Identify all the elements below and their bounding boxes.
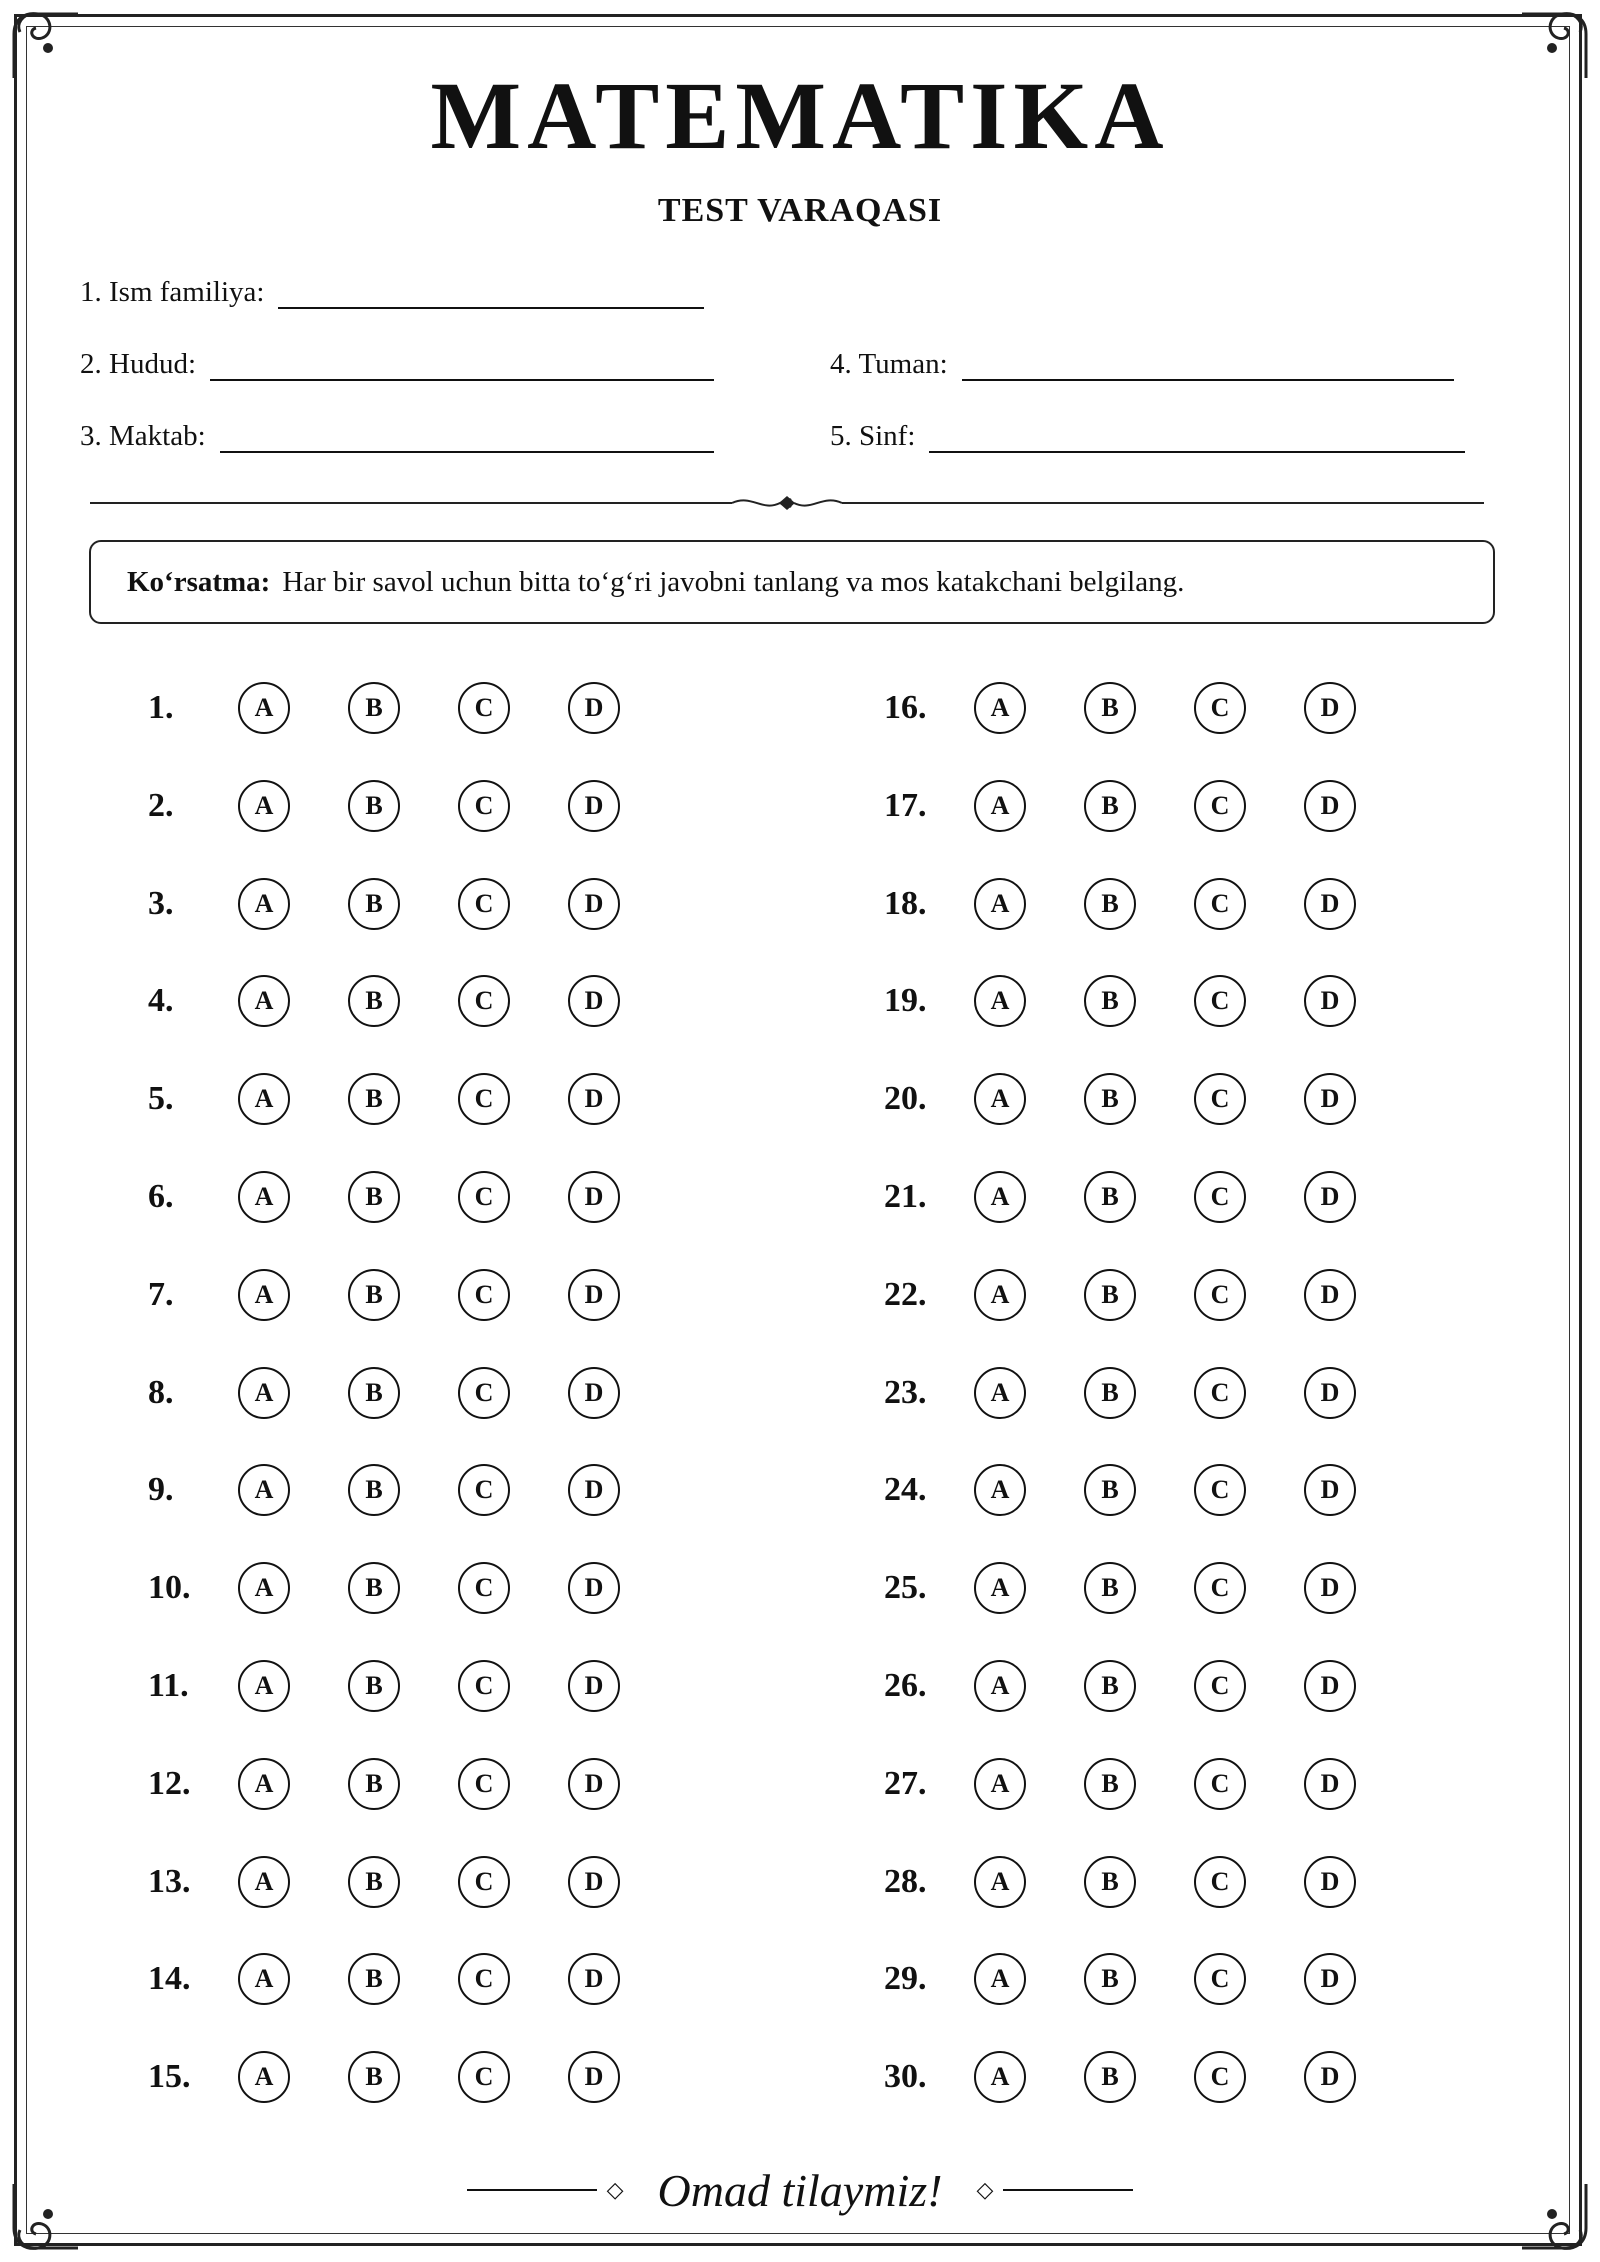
question-number: 4. (148, 982, 174, 1019)
answer-bubble[interactable]: B (1084, 1367, 1136, 1419)
answer-bubble[interactable]: D (568, 975, 620, 1027)
question-row (148, 776, 678, 836)
school-input-line[interactable] (220, 425, 714, 453)
footer-line-right (1003, 2189, 1133, 2191)
instruction-text: Har bir savol uchun bitta to‘g‘ri javobni tanlang va mos katakchani belgilang. (282, 565, 1185, 598)
answer-bubble[interactable]: A (238, 1856, 290, 1908)
answer-bubble[interactable]: B (348, 1367, 400, 1419)
question-row (884, 1656, 1414, 1716)
answer-bubble[interactable]: D (1304, 1856, 1356, 1908)
answer-bubble[interactable]: B (1084, 2051, 1136, 2103)
answer-bubble[interactable]: C (458, 878, 510, 930)
question-number: 23. (884, 1374, 927, 1411)
answer-bubble[interactable]: A (974, 1758, 1026, 1810)
answer-bubble[interactable]: B (348, 1073, 400, 1125)
name-field (80, 276, 704, 309)
question-number: 1. (148, 689, 174, 726)
question-row (884, 1558, 1414, 1618)
district-input-line[interactable] (962, 353, 1454, 381)
question-row (884, 1949, 1414, 2009)
answer-bubble[interactable]: B (348, 682, 400, 734)
question-number: 3. (148, 885, 174, 922)
answer-bubble[interactable]: D (1304, 1269, 1356, 1321)
question-number: 13. (148, 1863, 191, 1900)
region-input-line[interactable] (210, 353, 714, 381)
question-number: 12. (148, 1765, 191, 1802)
answer-bubble[interactable]: D (1304, 878, 1356, 930)
question-number: 28. (884, 1863, 927, 1900)
answer-bubble[interactable]: B (1084, 1073, 1136, 1125)
question-number: 20. (884, 1080, 927, 1117)
question-number: 30. (884, 2058, 927, 2095)
question-row (148, 971, 678, 1031)
instruction-label: Ko‘rsatma: (127, 565, 271, 598)
question-number: 18. (884, 885, 927, 922)
answer-bubble[interactable]: A (238, 975, 290, 1027)
answer-bubble[interactable]: A (974, 780, 1026, 832)
answer-bubble[interactable]: C (1194, 1171, 1246, 1223)
school-label: 3. Maktab: (80, 420, 206, 452)
region-label: 2. Hudud: (80, 348, 196, 380)
answer-bubble[interactable]: D (568, 878, 620, 930)
answer-bubble[interactable]: A (238, 682, 290, 734)
question-row (884, 1167, 1414, 1227)
answer-bubble[interactable]: C (458, 975, 510, 1027)
question-number: 14. (148, 1960, 191, 1997)
question-number: 6. (148, 1178, 174, 1215)
answer-bubble[interactable]: C (1194, 1660, 1246, 1712)
answer-bubble[interactable]: A (974, 1562, 1026, 1614)
answer-bubble[interactable]: A (238, 1171, 290, 1223)
answer-bubble[interactable]: A (974, 1367, 1026, 1419)
answer-bubble[interactable]: B (348, 1171, 400, 1223)
answer-bubble[interactable]: D (568, 1562, 620, 1614)
answer-bubble[interactable]: D (568, 1171, 620, 1223)
question-row (884, 776, 1414, 836)
question-number: 7. (148, 1276, 174, 1313)
answer-bubble[interactable]: B (348, 1660, 400, 1712)
answer-bubble[interactable]: D (1304, 975, 1356, 1027)
answer-bubble[interactable]: B (1084, 1758, 1136, 1810)
answer-bubble[interactable]: A (974, 2051, 1026, 2103)
answer-bubble[interactable]: B (348, 1562, 400, 1614)
page-subtitle: TEST VARAQASI (657, 192, 943, 229)
answer-bubble[interactable]: A (238, 1269, 290, 1321)
answer-bubble[interactable]: B (348, 2051, 400, 2103)
question-number: 19. (884, 982, 927, 1019)
question-row (884, 2047, 1414, 2107)
answer-bubble[interactable]: D (1304, 780, 1356, 832)
question-number: 5. (148, 1080, 174, 1117)
answer-bubble[interactable]: A (974, 1953, 1026, 2005)
question-row (884, 1754, 1414, 1814)
question-number: 10. (148, 1569, 191, 1606)
answer-bubble[interactable]: D (568, 1758, 620, 1810)
answer-bubble[interactable]: A (238, 1073, 290, 1125)
question-row (884, 1265, 1414, 1325)
answer-bubble[interactable]: D (568, 2051, 620, 2103)
answer-bubble[interactable]: A (974, 1171, 1026, 1223)
answer-bubble[interactable]: A (238, 1660, 290, 1712)
answer-bubble[interactable]: D (568, 1269, 620, 1321)
answer-bubble[interactable]: A (238, 780, 290, 832)
answer-bubble[interactable]: C (458, 1073, 510, 1125)
answer-bubble[interactable]: B (1084, 1953, 1136, 2005)
question-number: 21. (884, 1178, 927, 1215)
question-row (148, 874, 678, 934)
ornamental-divider (90, 492, 1484, 514)
answer-bubble[interactable]: A (238, 1758, 290, 1810)
answer-bubble[interactable]: A (974, 878, 1026, 930)
answer-bubble[interactable]: D (1304, 1073, 1356, 1125)
answer-bubble[interactable]: D (1304, 1660, 1356, 1712)
answer-bubble[interactable]: A (974, 1073, 1026, 1125)
question-number: 26. (884, 1667, 927, 1704)
question-row (884, 1460, 1414, 1520)
answer-bubble[interactable]: A (974, 1269, 1026, 1321)
question-row (148, 1656, 678, 1716)
question-number: 16. (884, 689, 927, 726)
answer-bubble[interactable]: C (458, 1856, 510, 1908)
answer-bubble[interactable]: C (1194, 1758, 1246, 1810)
answer-bubble[interactable]: C (1194, 780, 1246, 832)
region-field (80, 348, 714, 381)
answer-bubble[interactable]: C (1194, 1464, 1246, 1516)
question-row (148, 1265, 678, 1325)
answer-bubble[interactable]: B (348, 975, 400, 1027)
question-row (148, 1852, 678, 1912)
question-row (148, 1949, 678, 2009)
answer-bubble[interactable]: B (348, 1856, 400, 1908)
question-row (884, 678, 1414, 738)
answer-bubble[interactable]: D (568, 1856, 620, 1908)
district-label: 4. Tuman: (830, 348, 948, 380)
answer-bubble[interactable]: B (348, 780, 400, 832)
answer-bubble[interactable]: B (1084, 1464, 1136, 1516)
question-row (148, 678, 678, 738)
answer-bubble[interactable]: C (1194, 1856, 1246, 1908)
name-input-line[interactable] (278, 281, 704, 309)
answer-bubble[interactable]: D (568, 1367, 620, 1419)
answer-bubble[interactable]: C (1194, 878, 1246, 930)
name-label: 1. Ism familiya: (80, 276, 265, 308)
question-row (148, 1167, 678, 1227)
question-number: 9. (148, 1471, 174, 1508)
answer-bubble[interactable]: C (458, 1464, 510, 1516)
class-input-line[interactable] (929, 425, 1465, 453)
answer-bubble[interactable]: C (458, 1758, 510, 1810)
footer-text: Omad tilaymiz! (657, 2164, 943, 2216)
question-row (148, 2047, 678, 2107)
answer-bubble[interactable]: B (348, 1464, 400, 1516)
answer-bubble[interactable]: D (568, 1073, 620, 1125)
answer-bubble[interactable]: A (238, 1562, 290, 1614)
answer-bubble[interactable]: D (1304, 2051, 1356, 2103)
question-number: 25. (884, 1569, 927, 1606)
answer-bubble[interactable]: B (348, 1953, 400, 2005)
answer-bubble[interactable]: B (1084, 1856, 1136, 1908)
answer-bubble[interactable]: D (1304, 1758, 1356, 1810)
question-row (148, 1558, 678, 1618)
question-row (884, 874, 1414, 934)
question-number: 24. (884, 1471, 927, 1508)
question-row (148, 1754, 678, 1814)
answer-bubble[interactable]: A (974, 1464, 1026, 1516)
instruction-box (89, 540, 1495, 624)
answer-bubble[interactable]: D (568, 1660, 620, 1712)
district-field (830, 348, 1454, 381)
school-field (80, 420, 714, 453)
class-label: 5. Sinf: (830, 420, 916, 452)
diamond-icon: ◇ (606, 2177, 624, 2202)
question-number: 8. (148, 1374, 174, 1411)
answer-bubble[interactable]: C (458, 1562, 510, 1614)
question-number: 2. (148, 787, 174, 824)
answer-bubble[interactable]: D (1304, 682, 1356, 734)
answer-bubble[interactable]: A (238, 1953, 290, 2005)
question-number: 15. (148, 2058, 191, 2095)
question-row (148, 1069, 678, 1129)
answer-bubble[interactable]: C (1194, 1073, 1246, 1125)
answer-bubble[interactable]: A (238, 2051, 290, 2103)
answer-bubble[interactable]: B (1084, 682, 1136, 734)
answer-bubble[interactable]: B (348, 878, 400, 930)
answer-bubble[interactable]: A (238, 878, 290, 930)
question-number: 11. (148, 1667, 189, 1704)
answer-bubble[interactable]: B (1084, 1171, 1136, 1223)
answer-bubble[interactable]: B (1084, 1269, 1136, 1321)
question-row (884, 1069, 1414, 1129)
answer-bubble[interactable]: C (1194, 1953, 1246, 2005)
answer-bubble[interactable]: C (1194, 2051, 1246, 2103)
answer-bubble[interactable]: D (568, 1953, 620, 2005)
answer-bubble[interactable]: C (458, 2051, 510, 2103)
answer-bubble[interactable]: C (458, 1660, 510, 1712)
question-row (884, 1852, 1414, 1912)
answer-bubble[interactable]: B (1084, 1562, 1136, 1614)
answer-bubble[interactable]: C (458, 1269, 510, 1321)
answer-bubble[interactable]: D (1304, 1367, 1356, 1419)
answer-bubble[interactable]: C (458, 1171, 510, 1223)
question-row (884, 971, 1414, 1031)
answer-bubble[interactable]: B (1084, 1660, 1136, 1712)
answer-bubble[interactable]: D (568, 780, 620, 832)
answer-bubble[interactable]: B (348, 1758, 400, 1810)
answer-bubble[interactable]: A (974, 1856, 1026, 1908)
answer-bubble[interactable]: C (1194, 1562, 1246, 1614)
answer-bubble[interactable]: C (458, 780, 510, 832)
question-row (148, 1460, 678, 1520)
question-number: 22. (884, 1276, 927, 1313)
question-row (884, 1363, 1414, 1423)
page-title: MATEMATIKA (430, 62, 1170, 169)
class-field (830, 420, 1465, 453)
answer-bubble[interactable]: B (348, 1269, 400, 1321)
footer (0, 2160, 1600, 2220)
answer-bubble[interactable]: C (1194, 1269, 1246, 1321)
answer-bubble[interactable]: A (974, 1660, 1026, 1712)
answer-bubble[interactable]: A (974, 975, 1026, 1027)
answer-bubble[interactable]: C (458, 682, 510, 734)
answer-bubble[interactable]: C (1194, 682, 1246, 734)
answer-bubble[interactable]: A (238, 1367, 290, 1419)
answer-bubble[interactable]: D (1304, 1953, 1356, 2005)
question-number: 17. (884, 787, 927, 824)
answer-bubble[interactable]: B (1084, 878, 1136, 930)
answer-bubble[interactable]: C (1194, 975, 1246, 1027)
answer-bubble[interactable]: C (458, 1367, 510, 1419)
question-number: 29. (884, 1960, 927, 1997)
footer-line-left (467, 2189, 597, 2191)
answer-bubble[interactable]: D (568, 1464, 620, 1516)
answer-bubble[interactable]: D (1304, 1562, 1356, 1614)
diamond-icon: ◇ (976, 2177, 994, 2202)
answer-bubble[interactable]: A (974, 682, 1026, 734)
answer-bubble[interactable]: C (1194, 1367, 1246, 1419)
answer-bubble[interactable]: D (1304, 1171, 1356, 1223)
question-number: 27. (884, 1765, 927, 1802)
answer-bubble[interactable]: A (238, 1464, 290, 1516)
answer-bubble[interactable]: B (1084, 975, 1136, 1027)
answer-bubble[interactable]: D (1304, 1464, 1356, 1516)
answer-bubble[interactable]: B (1084, 780, 1136, 832)
answer-bubble[interactable]: D (568, 682, 620, 734)
answer-bubble[interactable]: C (458, 1953, 510, 2005)
question-row (148, 1363, 678, 1423)
